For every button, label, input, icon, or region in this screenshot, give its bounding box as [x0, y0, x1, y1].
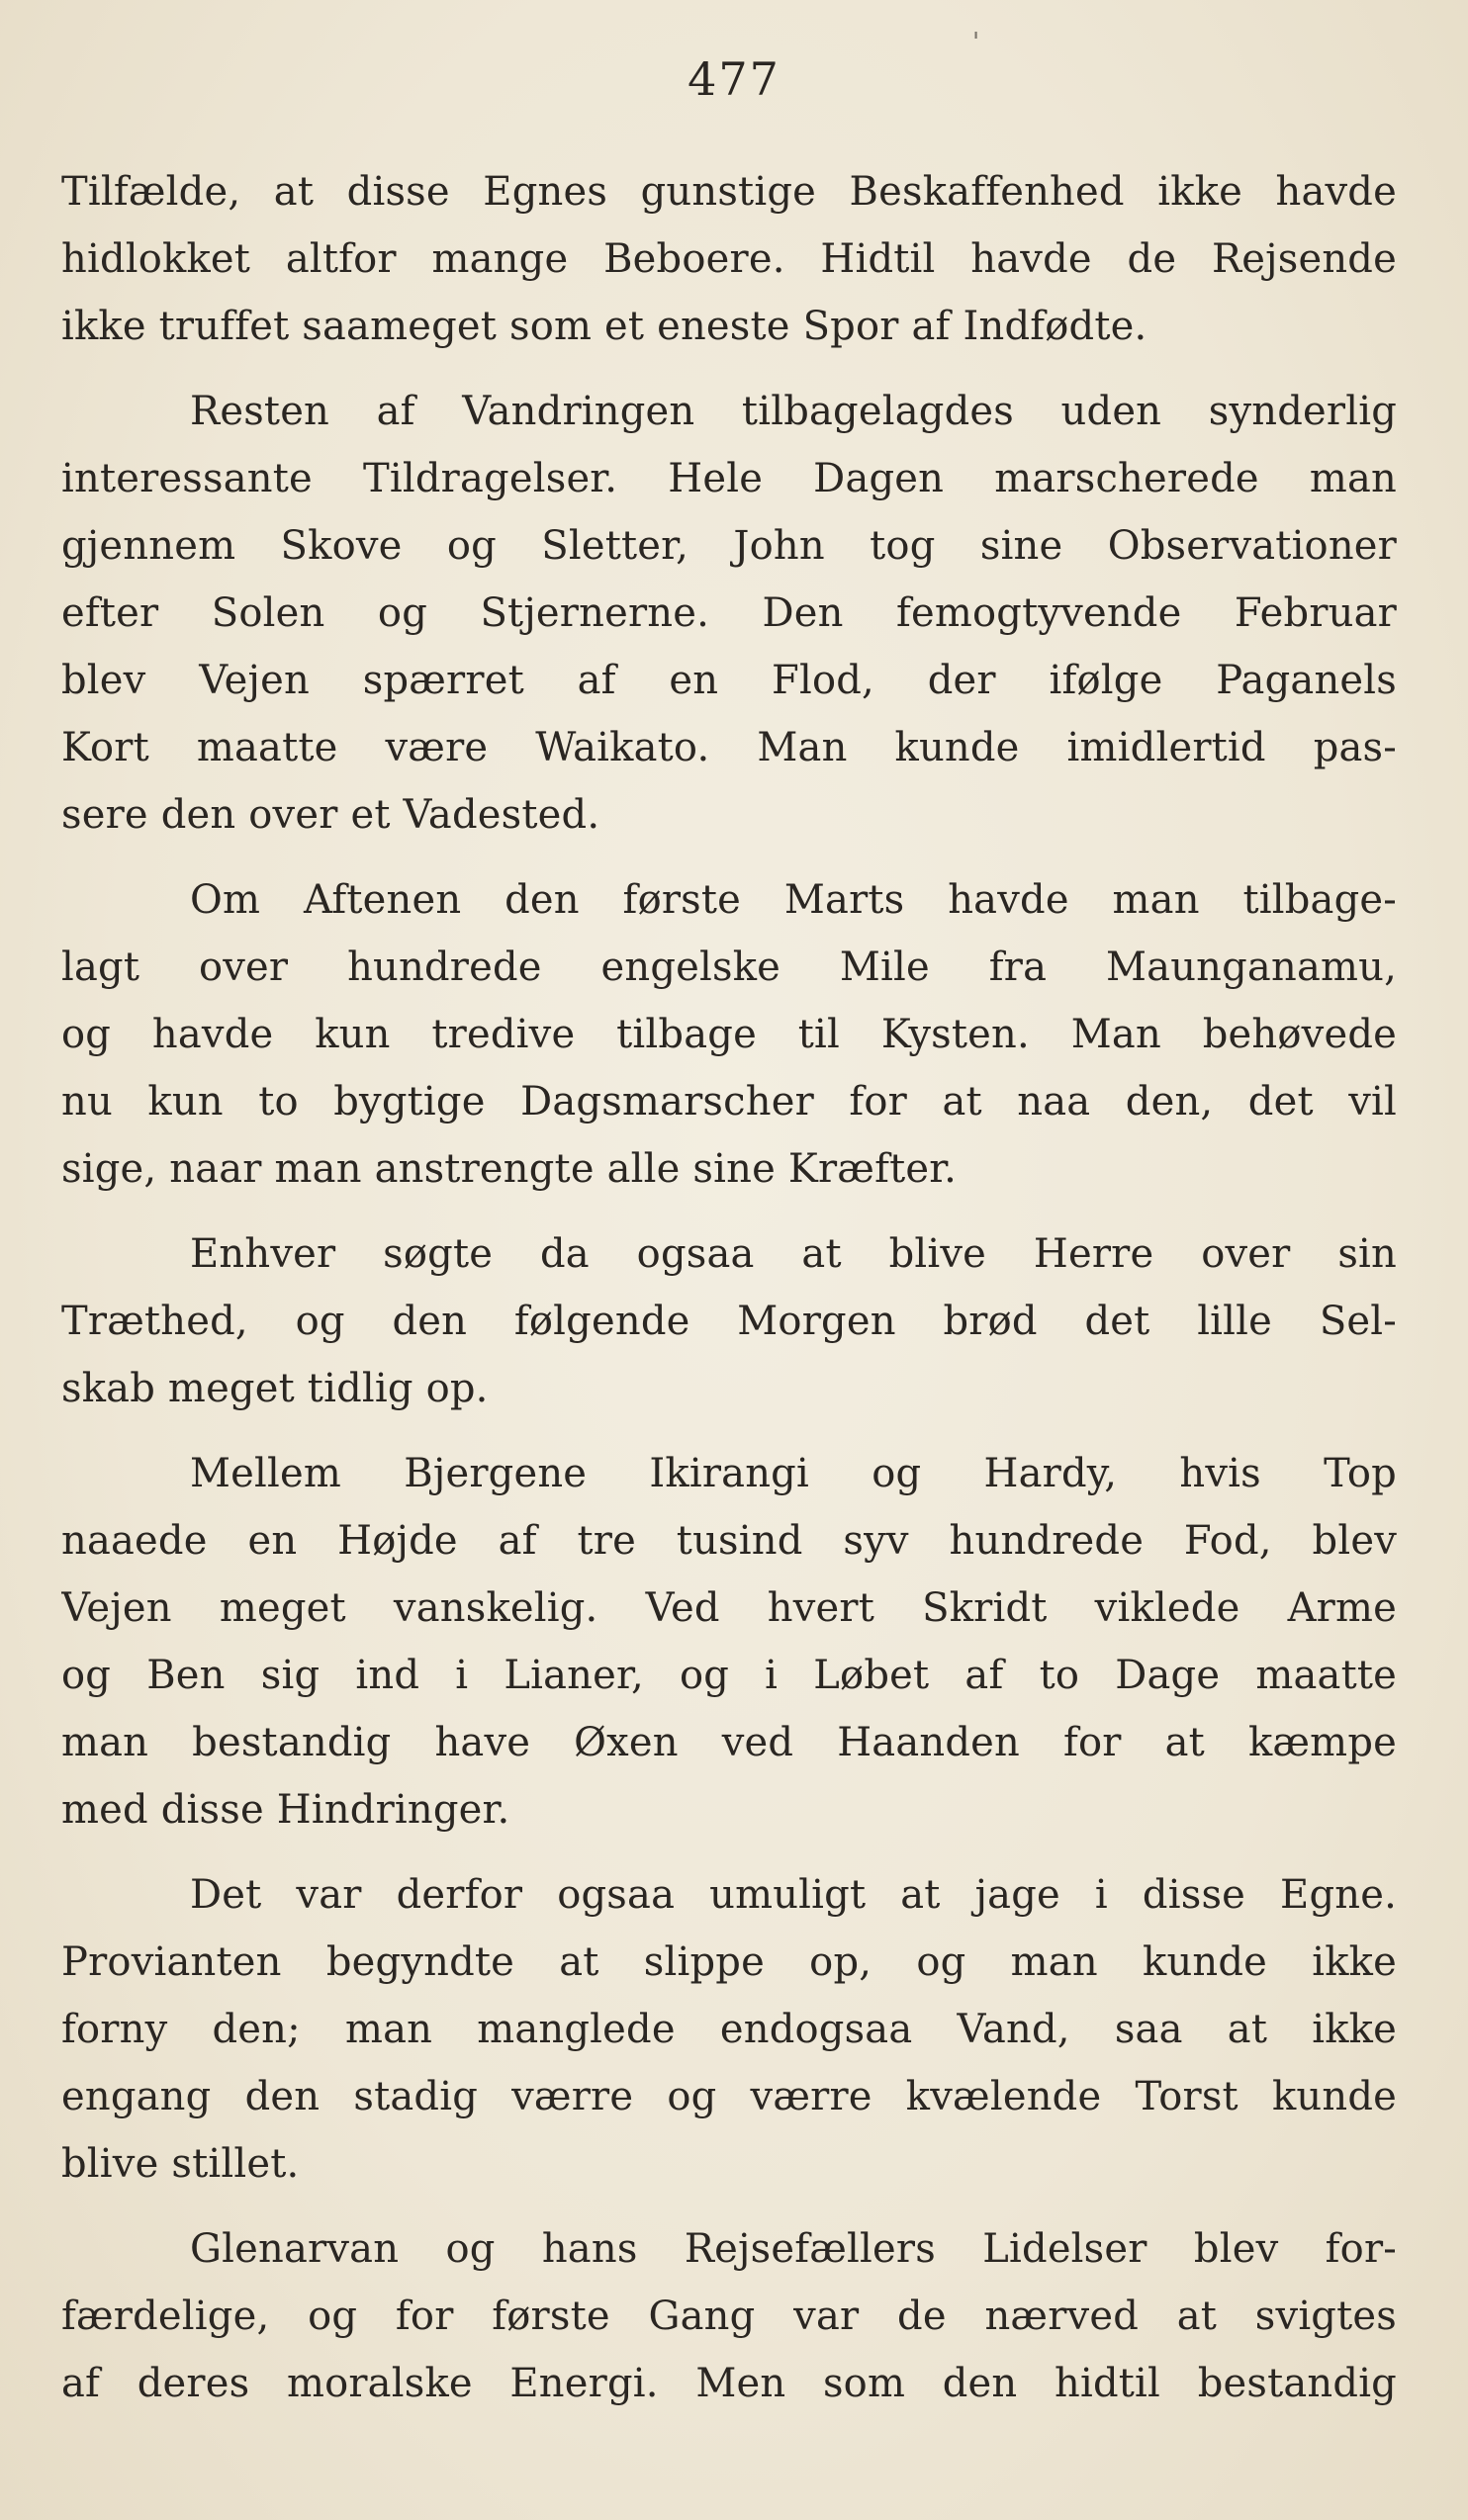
text-line: blive stillet.: [61, 2141, 300, 2187]
text-line: og Ben sig ind i Lianer, og i Løbet af to Dage maatte: [61, 1653, 1397, 1698]
corner-mark: ': [972, 28, 980, 57]
text-line: gjennem Skove og Sletter, John tog sine Observationer: [61, 523, 1397, 569]
text-line: hidlokket altfor mange Beboere. Hidtil havde de Rejsende: [61, 236, 1397, 282]
text-line: efter Solen og Stjernerne. Den femogtyvende Februar: [61, 590, 1397, 636]
text-line: skab meget tidlig op.: [61, 1366, 489, 1411]
text-line: sere den over et Vadested.: [61, 792, 600, 838]
text-line: med disse Hindringer.: [61, 1787, 510, 1833]
text-line: man bestandig have Øxen ved Haanden for at kæmpe: [61, 1720, 1397, 1765]
body-text: [61, 158, 1397, 2435]
text-line: Glenarvan og hans Rejsefællers Lidelser blev for-: [190, 2226, 1397, 2272]
text-line: Tilfælde, at disse Egnes gunstige Beskaffenhed ikke havde: [61, 169, 1397, 215]
text-line: Om Aftenen den første Marts havde man tilbage-: [190, 877, 1397, 923]
paragraph: [61, 378, 1397, 849]
text-line: ikke truffet saameget som et eneste Spor af Indfødte.: [61, 304, 1147, 349]
text-line: naaede en Højde af tre tusind syv hundrede Fod, blev: [61, 1518, 1397, 1564]
text-line: Enhver søgte da ogsaa at blive Herre over sin: [190, 1231, 1397, 1277]
paragraph: [61, 1220, 1397, 1422]
text-line: Resten af Vandringen tilbagelagdes uden synderlig: [190, 389, 1397, 434]
text-line: interessante Tildragelser. Hele Dagen marscherede man: [61, 456, 1397, 501]
text-line: af deres moralske Energi. Men som den hidtil bestandig: [61, 2361, 1397, 2406]
text-line: Vejen meget vanskelig. Ved hvert Skridt viklede Arme: [61, 1585, 1397, 1631]
text-line: Træthed, og den følgende Morgen brød det lille Sel-: [61, 1299, 1397, 1344]
text-line: lagt over hundrede engelske Mile fra Maunganamu,: [61, 945, 1397, 990]
text-line: Kort maatte være Waikato. Man kunde imidlertid pas-: [61, 725, 1397, 770]
paragraph: [61, 866, 1397, 1203]
text-line: forny den; man manglede endogsaa Vand, saa at ikke: [61, 2007, 1397, 2052]
page-number: 477: [688, 52, 780, 106]
text-line: sige, naar man anstrengte alle sine Kræfter.: [61, 1146, 958, 1192]
paragraph: [61, 158, 1397, 360]
paragraph: [61, 1861, 1397, 2198]
text-line: færdelige, og for første Gang var de nærved at svigtes: [61, 2294, 1397, 2339]
paragraph: [61, 1440, 1397, 1844]
text-line: Provianten begyndte at slippe op, og man kunde ikke: [61, 1939, 1397, 1985]
text-line: blev Vejen spærret af en Flod, der ifølge Paganels: [61, 658, 1397, 703]
text-line: og havde kun tredive tilbage til Kysten. Man behøvede: [61, 1012, 1397, 1057]
text-line: engang den stadig værre og værre kvælende Torst kunde: [61, 2074, 1397, 2119]
text-line: nu kun to bygtige Dagsmarscher for at naa den, det vil: [61, 1079, 1397, 1125]
paragraph: [61, 2215, 1397, 2417]
text-line: Det var derfor ogsaa umuligt at jage i disse Egne.: [190, 1872, 1397, 1918]
text-line: Mellem Bjergene Ikirangi og Hardy, hvis Top: [190, 1451, 1397, 1496]
